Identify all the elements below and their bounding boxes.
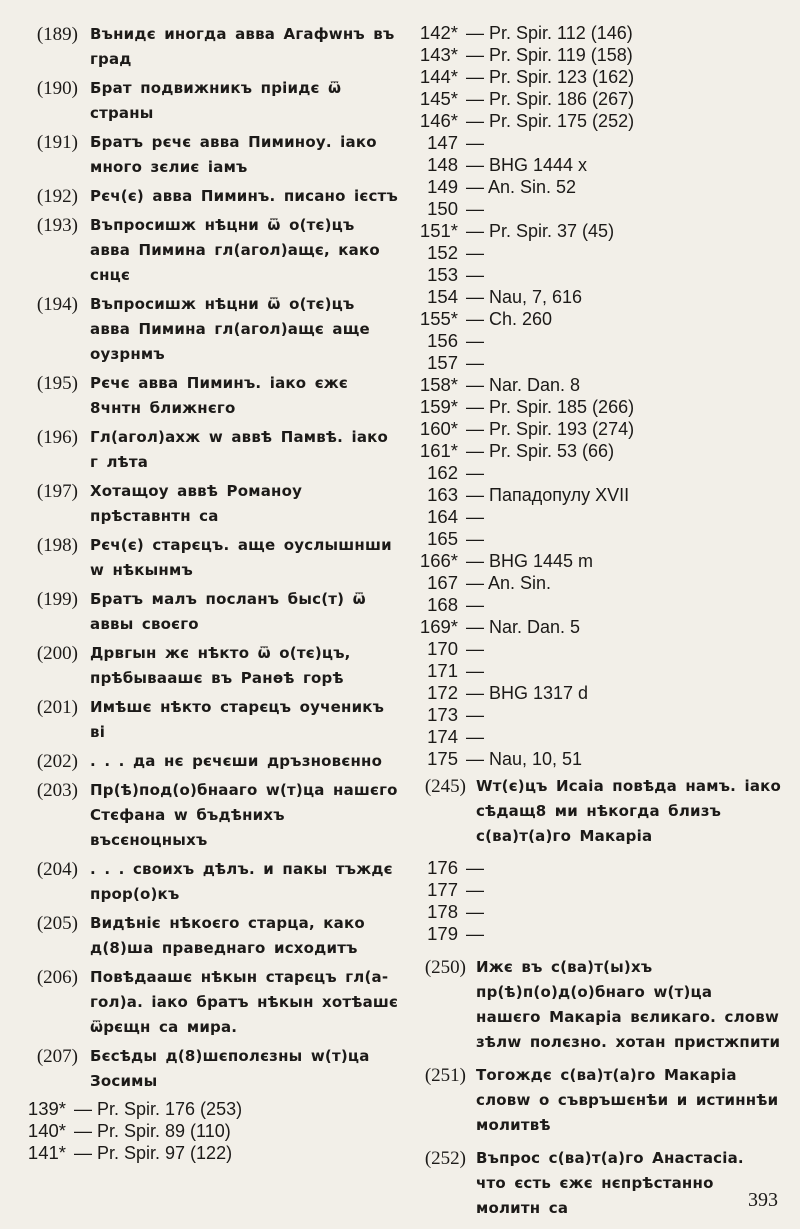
reference-number: 167 [427,572,458,593]
reference-text: — [466,924,484,944]
reference-number: 155* [419,308,458,329]
entry-text: Видѣнiє нѣкоєго старца, како д(8)ша праведнаго исходитъ [90,914,365,957]
reference-text: — [466,595,484,615]
entry-text: Братъ рєчє авва Пиминоу. iако много зєлиє iамъ [90,133,377,176]
reference-number: 175 [427,748,458,769]
reference-number: 156 [427,330,458,351]
reference-row [418,682,782,704]
reference-row [418,616,782,638]
entry-number: (198) [36,535,78,556]
reference-row [418,242,782,264]
reference-row [418,550,782,572]
entry [26,371,401,421]
reference-number: 147 [427,132,458,153]
reference-row [418,198,782,220]
reference-number: 153 [427,264,458,285]
entry [26,479,401,529]
reference-text: — [466,639,484,659]
entry-text: Wт(є)цъ Исаiа повѣда намъ. iако сѣдащ8 ми нѣкогда близъ с(ва)т(а)го Макарiа [476,777,782,845]
reference-text: — Nau, 10, 51 [466,749,583,769]
entry-text: Въпросишж нѣцни ѿ о(тє)цъ авва Пимина гл(агол)ащє аще оузрнмъ [90,295,370,363]
entry-text: . . . да нє рєчєши дръзновєнно [90,752,383,770]
reference-row [418,176,782,198]
entry [26,184,401,209]
entry-text: Повѣдаашє нѣкын старєцъ гл(а-гол)а. iако братъ нѣкын хотѣашє ѿрєщн са мира. [90,968,399,1036]
reference-text: — [466,902,484,922]
reference-text: — Pr. Spir. 89 (110) [74,1121,231,1141]
entry-text: Вънидє иногда авва Агафwнъ въ град [90,25,395,68]
reference-text: — [466,858,484,878]
entry-text: Бєсѣды д(8)шєполєзны w(т)ца Зосимы [90,1047,370,1090]
reference-number: 149 [427,176,458,197]
entry-text: Брат подвижникъ прiидє ѿ страны [90,79,342,122]
page-number: 393 [748,1189,778,1211]
reference-row [418,220,782,242]
reference-text: — Pr. Spir. 176 (253) [74,1099,243,1119]
entry-number: (195) [36,373,78,394]
reference-row [418,528,782,550]
entry-text: Братъ малъ посланъ быс(т) ѿ аввы своєго [90,590,366,633]
reference-text: — [466,661,484,681]
reference-text: — [466,507,484,527]
reference-number: 164 [427,506,458,527]
reference-number: 165 [427,528,458,549]
left-refs [26,1098,401,1164]
entry-number: (245) [424,776,466,797]
right-entry-245 [418,774,782,849]
reference-number: 171 [427,660,458,681]
entry-number: (204) [36,859,78,880]
reference-text: — [466,331,484,351]
reference-row [418,572,782,594]
entry-text: Въпросишж нѣцни ѿ о(тє)цъ авва Пимина гл(агол)ащє, како снцє [90,216,380,284]
reference-text: — [466,353,484,373]
reference-row [418,506,782,528]
reference-row [418,418,782,440]
reference-row [418,704,782,726]
reference-number: 163 [427,484,458,505]
entry [26,533,401,583]
reference-text: — Pr. Spir. 193 (274) [466,419,635,439]
entry-number: (189) [36,24,78,45]
reference-number: 143* [419,44,458,65]
reference-number: 178 [427,901,458,922]
reference-number: 139* [27,1098,66,1119]
reference-text: — BHG 1317 d [466,683,589,703]
right-column [418,22,782,1229]
entry [26,213,401,288]
entry [26,130,401,180]
reference-text: — Пападопулу XVII [466,485,630,505]
reference-row [418,286,782,308]
entry [26,1044,401,1094]
reference-text: — [466,243,484,263]
entry [26,911,401,961]
reference-number: 158* [419,374,458,395]
right-refs-top [418,22,782,770]
entry-text: Пр(ѣ)под(о)бнааго w(т)ца нашєго Стєфана w бъдѣнихъ въсєноцныхъ [90,781,398,849]
reference-number: 160* [419,418,458,439]
reference-text: — Nar. Dan. 5 [466,617,581,637]
entry-text: Гл(агол)ахж w аввѣ Памвѣ. iако г лѣта [90,428,389,471]
entry-text: Въпрос с(ва)т(а)го Анастасiа. что єсть єжє нєпрѣстанно молитн са [476,1149,744,1217]
reference-text: — Pr. Spir. 119 (158) [466,45,633,65]
reference-text: — Pr. Spir. 53 (66) [466,441,615,461]
reference-text: — Pr. Spir. 186 (267) [466,89,635,109]
reference-number: 179 [427,923,458,944]
reference-row [418,440,782,462]
entry-number: (250) [424,957,466,978]
reference-text: — An. Sin. 52 [466,177,577,197]
reference-row [418,308,782,330]
reference-number: 146* [419,110,458,131]
entry [418,1063,782,1138]
reference-row [418,44,782,66]
reference-row [418,748,782,770]
reference-number: 173 [427,704,458,725]
reference-row [418,154,782,176]
reference-number: 169* [419,616,458,637]
reference-text: — Pr. Spir. 37 (45) [466,221,615,241]
reference-row [418,374,782,396]
reference-number: 145* [419,88,458,109]
entry-number: (191) [36,132,78,153]
reference-number: 161* [419,440,458,461]
reference-row [418,110,782,132]
reference-number: 141* [27,1142,66,1163]
entry-text: Имѣшє нѣкто старєцъ оученикъ ві [90,698,385,741]
reference-number: 150 [427,198,458,219]
reference-row [418,638,782,660]
reference-number: 174 [427,726,458,747]
entry-text: Рєч(є) авва Пиминъ. писано iєстъ [90,187,398,205]
reference-row [418,923,782,945]
reference-text: — [466,265,484,285]
reference-text: — BHG 1445 m [466,551,594,571]
reference-text: — [466,463,484,483]
right-entries-bottom [418,955,782,1221]
entry-number: (197) [36,481,78,502]
entry [26,425,401,475]
entry-text: Дрвгын жє нѣкто ѿ о(тє)цъ, прѣбываашє въ Ранѳѣ горѣ [90,644,351,687]
left-column [26,22,401,1164]
reference-row [418,879,782,901]
entry-number: (192) [36,186,78,207]
reference-number: 170 [427,638,458,659]
reference-text: — Pr. Spir. 175 (252) [466,111,635,131]
entry [26,857,401,907]
reference-number: 168 [427,594,458,615]
reference-row [418,330,782,352]
entry-number: (199) [36,589,78,610]
reference-row [418,132,782,154]
reference-row [418,660,782,682]
entry-number: (202) [36,751,78,772]
reference-row [418,484,782,506]
entry-number: (190) [36,78,78,99]
entry-number: (203) [36,780,78,801]
reference-text: — [466,880,484,900]
entry-number: (207) [36,1046,78,1067]
entry-number: (194) [36,294,78,315]
reference-text: — Pr. Spir. 112 (146) [466,23,633,43]
entry-text: . . . своихъ дѣлъ. и пакы тъждє прор(о)къ [90,860,393,903]
entry [26,965,401,1040]
reference-number: 172 [427,682,458,703]
entry [26,641,401,691]
reference-row [26,1098,401,1120]
reference-text: — An. Sin. [466,573,552,593]
reference-text: — Pr. Spir. 97 (122) [74,1143,233,1163]
reference-text: — Pr. Spir. 185 (266) [466,397,635,417]
entry-number: (206) [36,967,78,988]
reference-row [418,88,782,110]
entry-text: Ижє въ с(ва)т(ы)хъ пр(ѣ)п(о)д(о)бнаго w(т)ца нашєго Макарiа вєликаго. словw зѣлw полєзно. хотан пристжпити [476,958,781,1051]
reference-row [418,857,782,879]
reference-number: 154 [427,286,458,307]
reference-row [418,726,782,748]
reference-row [418,462,782,484]
entry-number: (251) [424,1065,466,1086]
reference-number: 144* [419,66,458,87]
reference-number: 162 [427,462,458,483]
entry-text: Рєч(є) старєцъ. аще оуслышнши w нѣкынмъ [90,536,392,579]
reference-text: — [466,133,484,153]
entry [26,749,401,774]
entry [26,22,401,72]
entry [26,587,401,637]
reference-text: — Pr. Spir. 123 (162) [466,67,635,87]
reference-number: 140* [27,1120,66,1141]
reference-number: 142* [419,22,458,43]
left-entries [26,22,401,1094]
entry-number: (196) [36,427,78,448]
entry [26,778,401,853]
reference-row [418,901,782,923]
entry-text: Тогождє с(ва)т(а)го Макарiа словw о съвръшєнѣи и истиннѣи молитвѣ [476,1066,779,1134]
entry-number: (201) [36,697,78,718]
reference-number: 176 [427,857,458,878]
reference-row [26,1142,401,1164]
reference-number: 148 [427,154,458,175]
entry-number: (200) [36,643,78,664]
reference-text: — Ch. 260 [466,309,553,329]
reference-row [418,352,782,374]
entry-number: (205) [36,913,78,934]
entry-text: Рєчє авва Пиминъ. iако єжє 8чнтн ближнєго [90,374,349,417]
reference-number: 177 [427,879,458,900]
entry [418,1146,782,1221]
reference-text: — [466,529,484,549]
reference-number: 157 [427,352,458,373]
reference-text: — [466,199,484,219]
entry [26,292,401,367]
reference-row [418,22,782,44]
reference-text: — Nar. Dan. 8 [466,375,581,395]
entry-text: Хотащоу аввѣ Романоу прѣставнтн са [90,482,303,525]
reference-text: — [466,727,484,747]
reference-row [418,66,782,88]
reference-row [26,1120,401,1142]
reference-number: 166* [419,550,458,571]
entry [26,76,401,126]
reference-row [418,594,782,616]
reference-row [418,264,782,286]
reference-number: 151* [419,220,458,241]
entry [418,955,782,1055]
reference-text: — [466,705,484,725]
entry [26,695,401,745]
right-refs-mid [418,857,782,945]
reference-number: 159* [419,396,458,417]
reference-row [418,396,782,418]
reference-number: 152 [427,242,458,263]
reference-text: — BHG 1444 x [466,155,588,175]
entry-number: (252) [424,1148,466,1169]
entry-number: (193) [36,215,78,236]
reference-text: — Nau, 7, 616 [466,287,583,307]
